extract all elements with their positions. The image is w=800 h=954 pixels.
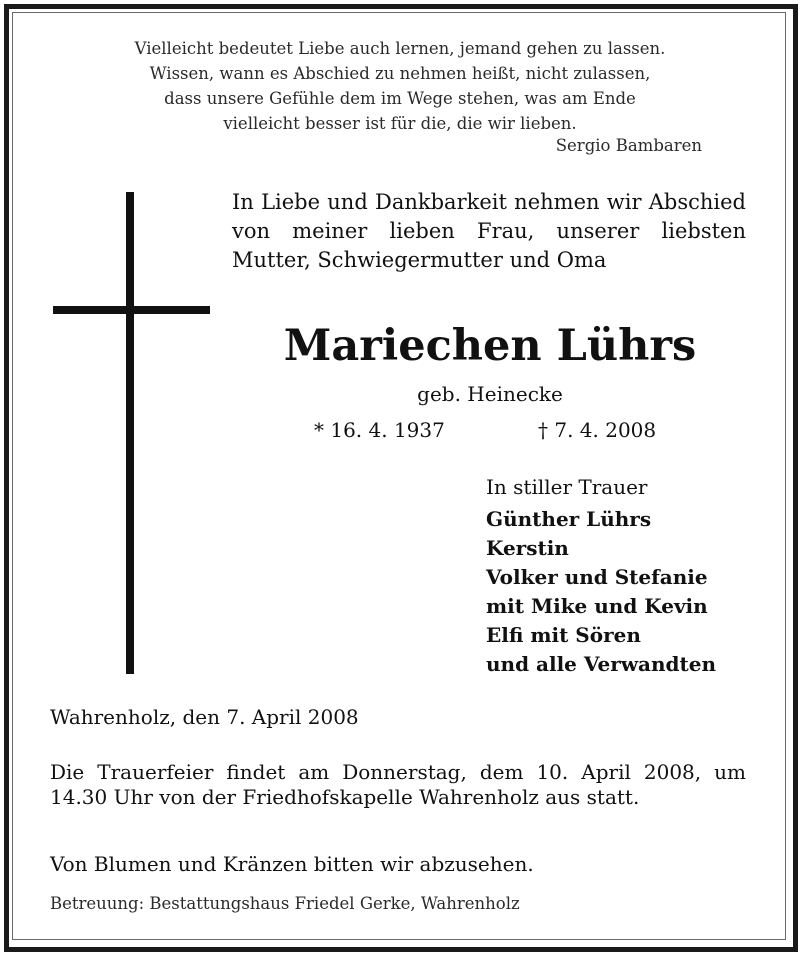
cross-vertical-bar (126, 192, 134, 674)
quote-line: Wissen, wann es Abschied zu nehmen heißt, nicht zulassen, (149, 64, 651, 83)
mourners-block (486, 472, 716, 679)
deceased-name: Mariechen Lührs (283, 321, 697, 371)
mourner-name: Kerstin (486, 536, 569, 560)
quote (40, 36, 760, 136)
death-date: † 7. 4. 2008 (538, 418, 657, 442)
maiden-name: geb. Heinecke (417, 382, 563, 406)
quote-line: dass unsere Gefühle dem im Wege stehen, was am Ende (164, 89, 636, 108)
quote-line: vielleicht besser ist für die, die wir lieben. (223, 114, 577, 133)
quote-author: Sergio Bambaren (555, 136, 702, 155)
mourner-name: mit Mike und Kevin (486, 594, 708, 618)
birth-date: * 16. 4. 1937 (314, 418, 445, 442)
mourner-name: Volker und Stefanie (486, 565, 708, 589)
flowers-notice: Von Blumen und Kränzen bitten wir abzusehen. (50, 852, 534, 876)
place-date: Wahrenholz, den 7. April 2008 (50, 705, 359, 729)
quote-line: Vielleicht bedeutet Liebe auch lernen, jemand gehen zu lassen. (134, 39, 666, 58)
mourner-name: Elfi mit Sören (486, 623, 641, 647)
mourners-label: In stiller Trauer (486, 475, 648, 499)
mourner-name: Günther Lührs (486, 507, 652, 531)
intro-text: In Liebe und Dankbarkeit nehmen wir Abschied von meiner lieben Frau, unserer liebsten Mutter, Schwiegermutter und Oma (232, 190, 746, 272)
cross-horizontal-bar (53, 306, 210, 314)
funeral-home-credit: Betreuung: Bestattungshaus Friedel Gerke, Wahrenholz (50, 894, 520, 913)
mourner-name: und alle Verwandten (486, 652, 717, 676)
funeral-notice: Die Trauerfeier findet am Donnerstag, dem 10. April 2008, um 14.30 Uhr von der Friedhofskapelle Wahrenholz aus statt. (50, 760, 746, 809)
